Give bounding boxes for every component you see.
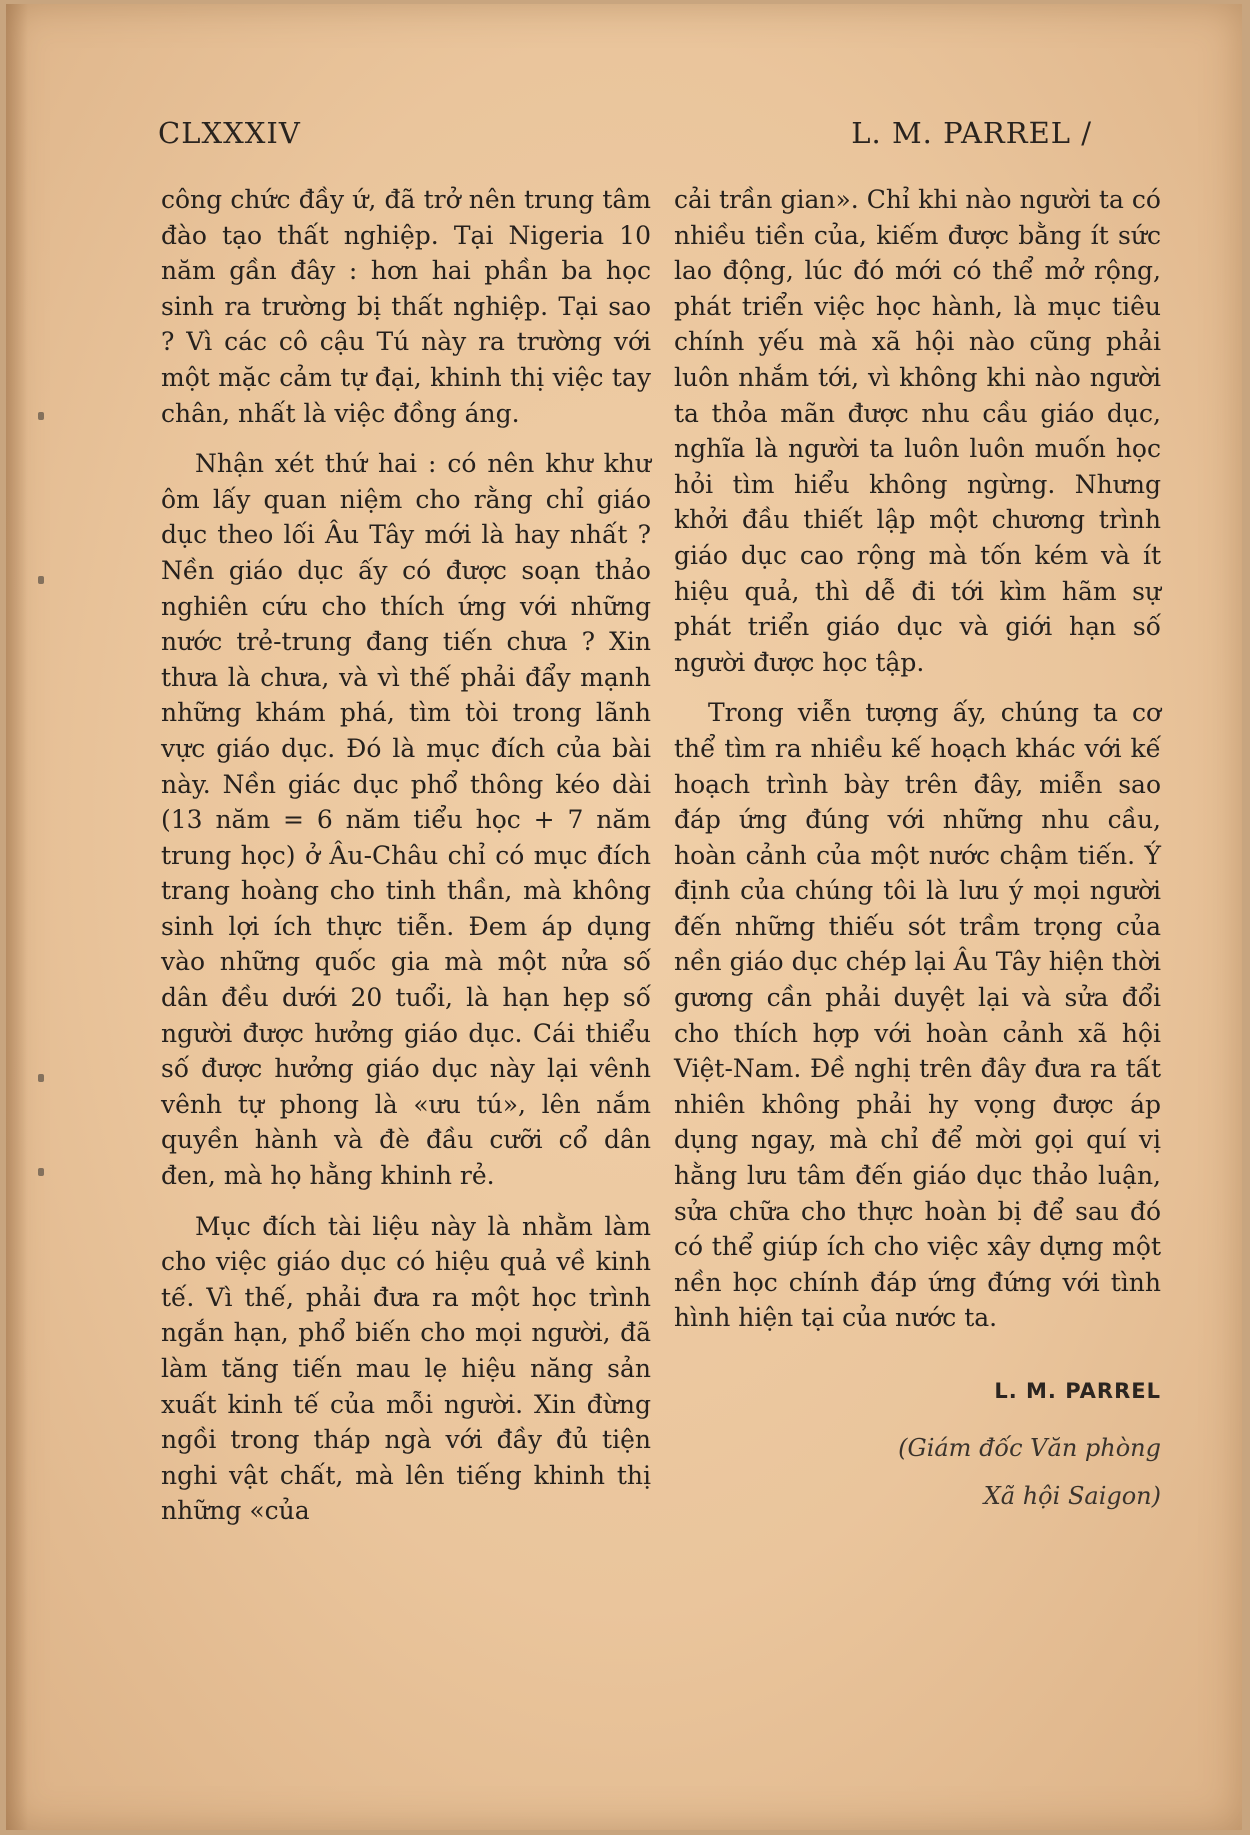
running-header: [158, 116, 1092, 156]
signature-name: L. M. PARREL: [994, 1379, 1161, 1403]
page-edge-shadow: [6, 4, 28, 1830]
signature-title-line: Xã hội Saigon): [983, 1481, 1161, 1510]
right-column: [674, 182, 1161, 1520]
page-number: CLXXXIV: [158, 116, 301, 150]
binding-mark: [38, 412, 44, 420]
signature-title-line: (Giám đốc Văn phòng: [898, 1433, 1161, 1462]
paragraph: Nhận xét thứ hai : có nên khư khư ôm lấy quan niệm cho rằng chỉ giáo dục theo lối Âu Tây mới là hay nhất ? Nền giáo dục ấy có được soạn thảo nghiên cứu cho thích ứng với những nước trẻ-trung đang tiến chưa ? Xin thưa là chưa, và vì thế phải đẩy mạnh những khám phá, tìm tòi trong lãnh vực giáo dục. Đó là mục đích của bài này. Nền giác dục phổ thông kéo dài (13 năm = 6 năm tiểu học + 7 năm trung học) ở Âu-Châu chỉ có mục đích trang hoàng cho tinh thần, mà không sinh lợi ích thực tiễn. Đem áp dụng vào những quốc gia mà một nửa số dân đều dưới 20 tuổi, là hạn hẹp số người được hưởng giáo dục. Cái thiểu số được hưởng giáo dục này lại vênh vênh tự phong là «ưu tú», lên nắm quyền hành và đè đầu cưỡi cổ dân đen, mà họ hằng khinh rẻ.: [161, 449, 651, 1191]
running-author: L. M. PARREL /: [851, 116, 1092, 150]
paragraph: công chức đầy ứ, đã trở nên trung tâm đào tạo thất nghiệp. Tại Nigeria 10 năm gần đây : hơn hai phần ba học sinh ra trường bị thất nghiệp. Tại sao ? Vì các cô cậu Tú này ra trường với một mặc cảm tự đại, khinh thị việc tay chân, nhất là việc đồng áng.: [161, 185, 651, 428]
scanned-page: [6, 4, 1242, 1830]
signature-title: [674, 1424, 1161, 1520]
binding-mark: [38, 1168, 44, 1176]
binding-mark: [38, 1074, 44, 1082]
paragraph: Mục đích tài liệu này là nhằm làm cho việc giáo dục có hiệu quả về kinh tế. Vì thế, phải đưa ra một học trình ngắn hạn, phổ biến cho mọi người, đã làm tăng tiến mau lẹ hiệu năng sản xuất kinh tế của mỗi người. Xin đừng ngồi trong tháp ngà với đầy đủ tiện nghi vật chất, mà lên tiếng khinh thị những «của: [161, 1211, 651, 1526]
paragraph: cải trần gian». Chỉ khi nào người ta có nhiều tiền của, kiếm được bằng ít sức lao động, lúc đó mới có thể mở rộng, phát triển việc học hành, là mục tiêu chính yếu mà xã hội nào cũng phải luôn nhắm tới, vì không khi nào người ta thỏa mãn được nhu cầu giáo dục, nghĩa là người ta luôn luôn muốn học hỏi tìm hiểu không ngừng. Nhưng khởi đầu thiết lập một chương trình giáo dục cao rộng mà tốn kém và ít hiệu quả, thì dễ đi tới kìm hãm sự phát triển giáo dục và giới hạn số người được học tập.: [674, 185, 1161, 677]
left-column: [161, 182, 651, 1544]
binding-mark: [38, 576, 44, 584]
paragraph: Trong viễn tượng ấy, chúng ta cơ thể tìm ra nhiều kế hoạch khác với kế hoạch trình bày trên đây, miễn sao đáp ứng đúng với những nhu cầu, hoàn cảnh của một nước chậm tiến. Ý định của chúng tôi là lưu ý mọi người đến những thiếu sót trầm trọng của nền giáo dục chép lại Âu Tây hiện thời gương cần phải duyệt lại và sửa đổi cho thích hợp với hoàn cảnh xã hội Việt-Nam. Đề nghị trên đây đưa ra tất nhiên không phải hy vọng được áp dụng ngay, mà chỉ để mời gọi quí vị hằng lưu tâm đến giáo dục thảo luận, sửa chữa cho thực hoàn bị để sau đó có thể giúp ích cho việc xây dựng một nền học chính đáp ứng đứng với tình hình hiện tại của nước ta.: [674, 698, 1161, 1333]
